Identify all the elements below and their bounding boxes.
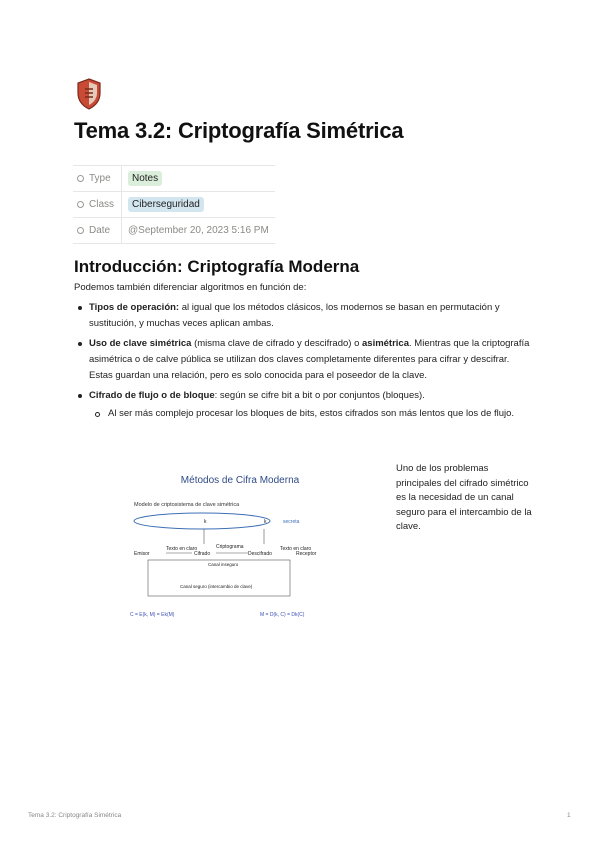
decipher-label: Descifrado [248,551,272,557]
property-row-date [73,218,275,244]
sub-list-item: Al ser más complejo procesar los bloques de bits, estos cifrados son más lentos que los de flujo. [89,406,534,422]
shield-icon [76,78,102,110]
type-tag: Notes [128,171,162,186]
sender-label: Emisor [134,551,150,557]
key-right-label: k [264,519,267,525]
property-row-class [73,192,275,218]
footer-title: Tema 3.2: Criptografía Simétrica [28,812,122,819]
select-property-icon [77,175,84,182]
secure-channel-label: Canal seguro (intercambio de clave) [180,584,253,589]
cipher-diagram [128,464,352,626]
cipher-label: Cifrado [194,551,211,557]
sub-list [89,406,534,422]
diagram-subtitle: Modelo de criptosistema de clave simétrica [134,502,240,508]
bullet-list [74,300,534,426]
formula-left: C = E(k, M) = Ek(M) [130,612,175,618]
property-key-type: Type [73,166,122,192]
list-item: Uso de clave simétrica (misma clave de cifrado y descifrado) o asimétrica. Mientras que la criptografía asimétrica o de calve pública se utilizan dos claves completamente diferentes para cifrar y descifrar. Estas guardan una relación, pero es solo conocida para el poseedor de la clave. [74,336,534,384]
property-value-class[interactable] [122,192,276,218]
class-tag: Ciberseguridad [128,197,204,212]
plain-left-label: Texto en claro [166,546,198,552]
footer-page-number: 1 [567,812,571,819]
key-left-label: k [204,519,207,525]
side-note: Uno de los problemas principales del cifrado simétrico es la necesidad de un canal seguro para el intercambio de la clave. [396,463,532,532]
date-value: @September 20, 2023 5:16 PM [128,225,269,236]
list-item: Cifrado de flujo o de bloque: según se cifre bit a bit o por conjuntos (bloques). Al ser más complejo procesar los bloques de bits, estos cifrados son más lentos que los de flujo. [74,388,534,422]
cryptogram-label: Criptograma [216,544,244,550]
plain-right-label: Texto en claro [280,546,312,552]
list-item: Tipos de operación: al igual que los métodos clásicos, los modernos se basan en permutación y sustitución, y muchas veces aplican ambas. [74,300,534,332]
section-heading: Introducción: Criptografía Moderna [74,257,360,276]
page-title: Tema 3.2: Criptografía Simétrica [74,118,404,143]
receiver-label: Receptor [296,551,317,557]
key-ellipse [134,513,270,529]
secret-label: secreta [283,519,300,525]
properties-table [73,165,275,244]
select-property-icon [77,201,84,208]
property-value-type[interactable] [122,166,276,192]
diagram-title: Métodos de Cifra Moderna [180,475,300,486]
channel-label: Canal inseguro [208,562,239,567]
formula-right: M = D(k, C) = Dk(C) [260,612,305,618]
property-key-class: Class [73,192,122,218]
clock-icon [77,227,84,234]
property-key-date: Date [73,218,122,244]
property-value-date[interactable] [122,218,276,244]
intro-paragraph: Podemos también diferenciar algoritmos en función de: [74,282,307,293]
property-row-type [73,166,275,192]
